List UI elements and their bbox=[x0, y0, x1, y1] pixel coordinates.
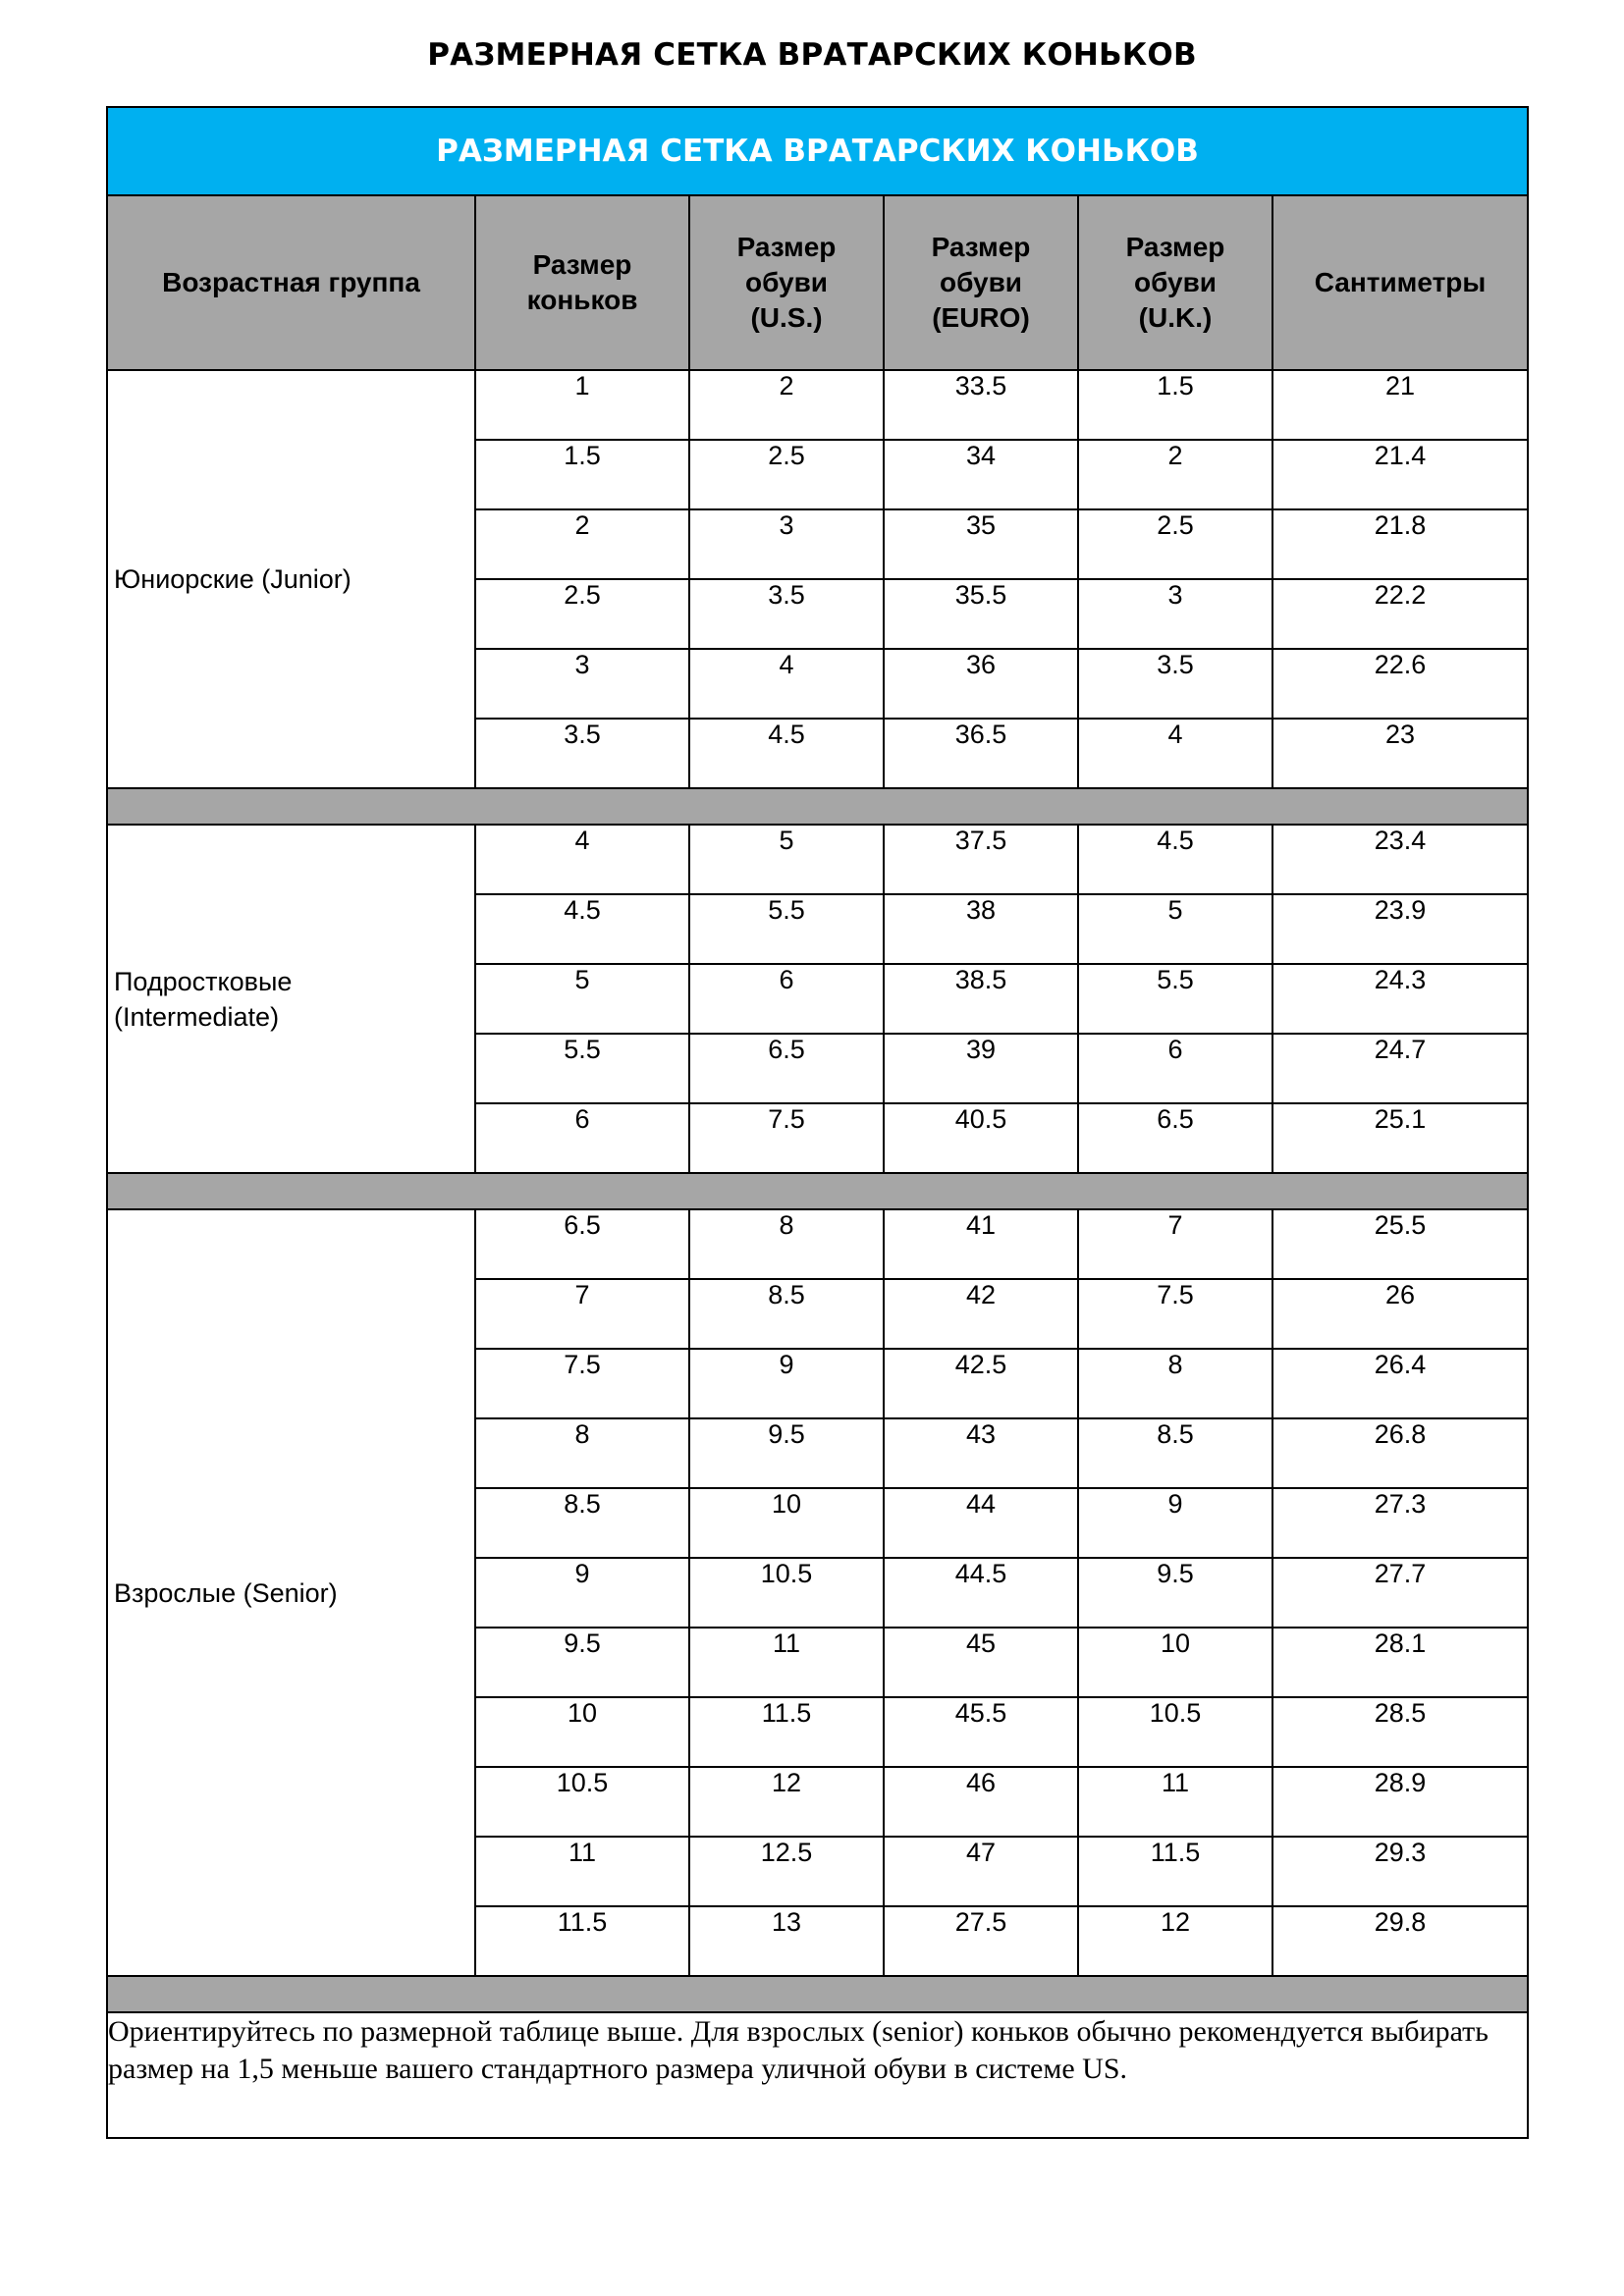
shoe-euro-cell: 39 bbox=[884, 1034, 1078, 1103]
shoe-uk-cell: 4.5 bbox=[1078, 825, 1272, 894]
centimeters-cell: 24.7 bbox=[1272, 1034, 1528, 1103]
centimeters-cell: 29.8 bbox=[1272, 1906, 1528, 1976]
skate-size-cell: 3.5 bbox=[475, 719, 689, 788]
skate-size-cell: 9.5 bbox=[475, 1628, 689, 1697]
centimeters-cell: 29.3 bbox=[1272, 1837, 1528, 1906]
page-title: РАЗМЕРНАЯ СЕТКА ВРАТАРСКИХ КОНЬКОВ bbox=[427, 37, 1197, 73]
shoe-us-cell: 12 bbox=[689, 1767, 884, 1837]
shoe-us-cell: 9.5 bbox=[689, 1418, 884, 1488]
shoe-euro-cell: 44.5 bbox=[884, 1558, 1078, 1628]
skate-size-cell: 4.5 bbox=[475, 894, 689, 964]
shoe-us-cell: 2.5 bbox=[689, 440, 884, 509]
shoe-euro-cell: 42 bbox=[884, 1279, 1078, 1349]
shoe-euro-cell: 43 bbox=[884, 1418, 1078, 1488]
note-row bbox=[107, 2012, 1528, 2138]
shoe-euro-cell: 35 bbox=[884, 509, 1078, 579]
shoe-euro-cell: 37.5 bbox=[884, 825, 1078, 894]
shoe-uk-cell: 7.5 bbox=[1078, 1279, 1272, 1349]
shoe-us-cell: 3.5 bbox=[689, 579, 884, 649]
centimeters-cell: 21.8 bbox=[1272, 509, 1528, 579]
shoe-uk-cell: 8.5 bbox=[1078, 1418, 1272, 1488]
group-separator bbox=[107, 788, 1528, 825]
shoe-euro-cell: 41 bbox=[884, 1209, 1078, 1279]
centimeters-cell: 23.9 bbox=[1272, 894, 1528, 964]
shoe-us-cell: 8.5 bbox=[689, 1279, 884, 1349]
shoe-uk-cell: 3 bbox=[1078, 579, 1272, 649]
shoe-euro-cell: 46 bbox=[884, 1767, 1078, 1837]
skate-size-cell: 11.5 bbox=[475, 1906, 689, 1976]
skate-size-cell: 7.5 bbox=[475, 1349, 689, 1418]
shoe-euro-cell: 45.5 bbox=[884, 1697, 1078, 1767]
shoe-uk-cell: 6.5 bbox=[1078, 1103, 1272, 1173]
shoe-uk-cell: 5 bbox=[1078, 894, 1272, 964]
shoe-euro-cell: 42.5 bbox=[884, 1349, 1078, 1418]
shoe-us-cell: 5 bbox=[689, 825, 884, 894]
shoe-us-cell: 11 bbox=[689, 1628, 884, 1697]
centimeters-cell: 23.4 bbox=[1272, 825, 1528, 894]
centimeters-cell: 28.1 bbox=[1272, 1628, 1528, 1697]
shoe-euro-cell: 40.5 bbox=[884, 1103, 1078, 1173]
shoe-uk-cell: 2 bbox=[1078, 440, 1272, 509]
skate-size-cell: 2 bbox=[475, 509, 689, 579]
shoe-uk-cell: 7 bbox=[1078, 1209, 1272, 1279]
shoe-euro-cell: 27.5 bbox=[884, 1906, 1078, 1976]
shoe-euro-cell: 34 bbox=[884, 440, 1078, 509]
shoe-euro-cell: 38.5 bbox=[884, 964, 1078, 1034]
shoe-us-cell: 6 bbox=[689, 964, 884, 1034]
skate-size-cell: 2.5 bbox=[475, 579, 689, 649]
separator-cell bbox=[107, 1976, 1528, 2012]
centimeters-cell: 26.4 bbox=[1272, 1349, 1528, 1418]
skate-size-cell: 6.5 bbox=[475, 1209, 689, 1279]
centimeters-cell: 22.6 bbox=[1272, 649, 1528, 719]
shoe-euro-cell: 45 bbox=[884, 1628, 1078, 1697]
shoe-us-cell: 10.5 bbox=[689, 1558, 884, 1628]
shoe-us-cell: 6.5 bbox=[689, 1034, 884, 1103]
shoe-euro-cell: 33.5 bbox=[884, 370, 1078, 440]
centimeters-cell: 21.4 bbox=[1272, 440, 1528, 509]
shoe-uk-cell: 8 bbox=[1078, 1349, 1272, 1418]
shoe-uk-cell: 4 bbox=[1078, 719, 1272, 788]
skate-size-cell: 10.5 bbox=[475, 1767, 689, 1837]
skate-size-cell: 9 bbox=[475, 1558, 689, 1628]
group-senior-label: Взрослые (Senior) bbox=[107, 1209, 475, 1976]
centimeters-cell: 24.3 bbox=[1272, 964, 1528, 1034]
shoe-us-cell: 5.5 bbox=[689, 894, 884, 964]
shoe-uk-cell: 5.5 bbox=[1078, 964, 1272, 1034]
group-junior-label: Юниорские (Junior) bbox=[107, 370, 475, 788]
shoe-us-cell: 2 bbox=[689, 370, 884, 440]
shoe-uk-cell: 2.5 bbox=[1078, 509, 1272, 579]
table-header-row bbox=[107, 195, 1528, 370]
centimeters-cell: 21 bbox=[1272, 370, 1528, 440]
skate-size-cell: 6 bbox=[475, 1103, 689, 1173]
shoe-uk-cell: 9.5 bbox=[1078, 1558, 1272, 1628]
shoe-uk-cell: 11 bbox=[1078, 1767, 1272, 1837]
centimeters-cell: 23 bbox=[1272, 719, 1528, 788]
shoe-us-cell: 12.5 bbox=[689, 1837, 884, 1906]
group-intermediate-label: Подростковые (Intermediate) bbox=[107, 825, 475, 1173]
table-row bbox=[107, 370, 1528, 440]
shoe-us-cell: 11.5 bbox=[689, 1697, 884, 1767]
skate-size-cell: 7 bbox=[475, 1279, 689, 1349]
shoe-us-cell: 8 bbox=[689, 1209, 884, 1279]
header-skate-size: Размер коньков bbox=[475, 195, 689, 370]
centimeters-cell: 26 bbox=[1272, 1279, 1528, 1349]
shoe-us-cell: 9 bbox=[689, 1349, 884, 1418]
skate-size-cell: 11 bbox=[475, 1837, 689, 1906]
shoe-uk-cell: 10.5 bbox=[1078, 1697, 1272, 1767]
shoe-euro-cell: 36 bbox=[884, 649, 1078, 719]
shoe-euro-cell: 35.5 bbox=[884, 579, 1078, 649]
centimeters-cell: 28.5 bbox=[1272, 1697, 1528, 1767]
shoe-us-cell: 4 bbox=[689, 649, 884, 719]
header-shoe-us: Размер обуви (U.S.) bbox=[689, 195, 884, 370]
shoe-us-cell: 10 bbox=[689, 1488, 884, 1558]
header-shoe-uk: Размер обуви (U.K.) bbox=[1078, 195, 1272, 370]
group-separator bbox=[107, 1173, 1528, 1209]
header-age-group: Возрастная группа bbox=[107, 195, 475, 370]
skate-size-cell: 1.5 bbox=[475, 440, 689, 509]
table-row bbox=[107, 1209, 1528, 1279]
shoe-us-cell: 7.5 bbox=[689, 1103, 884, 1173]
skate-size-cell: 4 bbox=[475, 825, 689, 894]
shoe-uk-cell: 9 bbox=[1078, 1488, 1272, 1558]
table-row bbox=[107, 825, 1528, 894]
size-table bbox=[106, 106, 1529, 2139]
centimeters-cell: 28.9 bbox=[1272, 1767, 1528, 1837]
skate-size-cell: 8 bbox=[475, 1418, 689, 1488]
header-shoe-euro: Размер обуви (EURO) bbox=[884, 195, 1078, 370]
shoe-uk-cell: 12 bbox=[1078, 1906, 1272, 1976]
table-banner: РАЗМЕРНАЯ СЕТКА ВРАТАРСКИХ КОНЬКОВ bbox=[107, 107, 1528, 195]
skate-size-cell: 5 bbox=[475, 964, 689, 1034]
skate-size-cell: 8.5 bbox=[475, 1488, 689, 1558]
centimeters-cell: 25.1 bbox=[1272, 1103, 1528, 1173]
shoe-euro-cell: 47 bbox=[884, 1837, 1078, 1906]
centimeters-cell: 22.2 bbox=[1272, 579, 1528, 649]
skate-size-cell: 3 bbox=[475, 649, 689, 719]
sizing-note: Ориентируйтесь по размерной таблице выше. Для взрослых (senior) коньков обычно рекомендуется выбирать размер на 1,5 меньше вашего стандартного размера уличной обуви в системе US. bbox=[107, 2012, 1528, 2138]
shoe-uk-cell: 1.5 bbox=[1078, 370, 1272, 440]
shoe-euro-cell: 38 bbox=[884, 894, 1078, 964]
centimeters-cell: 25.5 bbox=[1272, 1209, 1528, 1279]
shoe-us-cell: 4.5 bbox=[689, 719, 884, 788]
header-centimeters: Сантиметры bbox=[1272, 195, 1528, 370]
size-chart bbox=[106, 106, 1527, 2139]
centimeters-cell: 27.7 bbox=[1272, 1558, 1528, 1628]
skate-size-cell: 10 bbox=[475, 1697, 689, 1767]
skate-size-cell: 1 bbox=[475, 370, 689, 440]
shoe-us-cell: 13 bbox=[689, 1906, 884, 1976]
shoe-euro-cell: 36.5 bbox=[884, 719, 1078, 788]
group-separator bbox=[107, 1976, 1528, 2012]
shoe-euro-cell: 44 bbox=[884, 1488, 1078, 1558]
skate-size-cell: 5.5 bbox=[475, 1034, 689, 1103]
shoe-uk-cell: 10 bbox=[1078, 1628, 1272, 1697]
shoe-uk-cell: 11.5 bbox=[1078, 1837, 1272, 1906]
shoe-us-cell: 3 bbox=[689, 509, 884, 579]
centimeters-cell: 27.3 bbox=[1272, 1488, 1528, 1558]
shoe-uk-cell: 6 bbox=[1078, 1034, 1272, 1103]
separator-cell bbox=[107, 788, 1528, 825]
centimeters-cell: 26.8 bbox=[1272, 1418, 1528, 1488]
shoe-uk-cell: 3.5 bbox=[1078, 649, 1272, 719]
separator-cell bbox=[107, 1173, 1528, 1209]
